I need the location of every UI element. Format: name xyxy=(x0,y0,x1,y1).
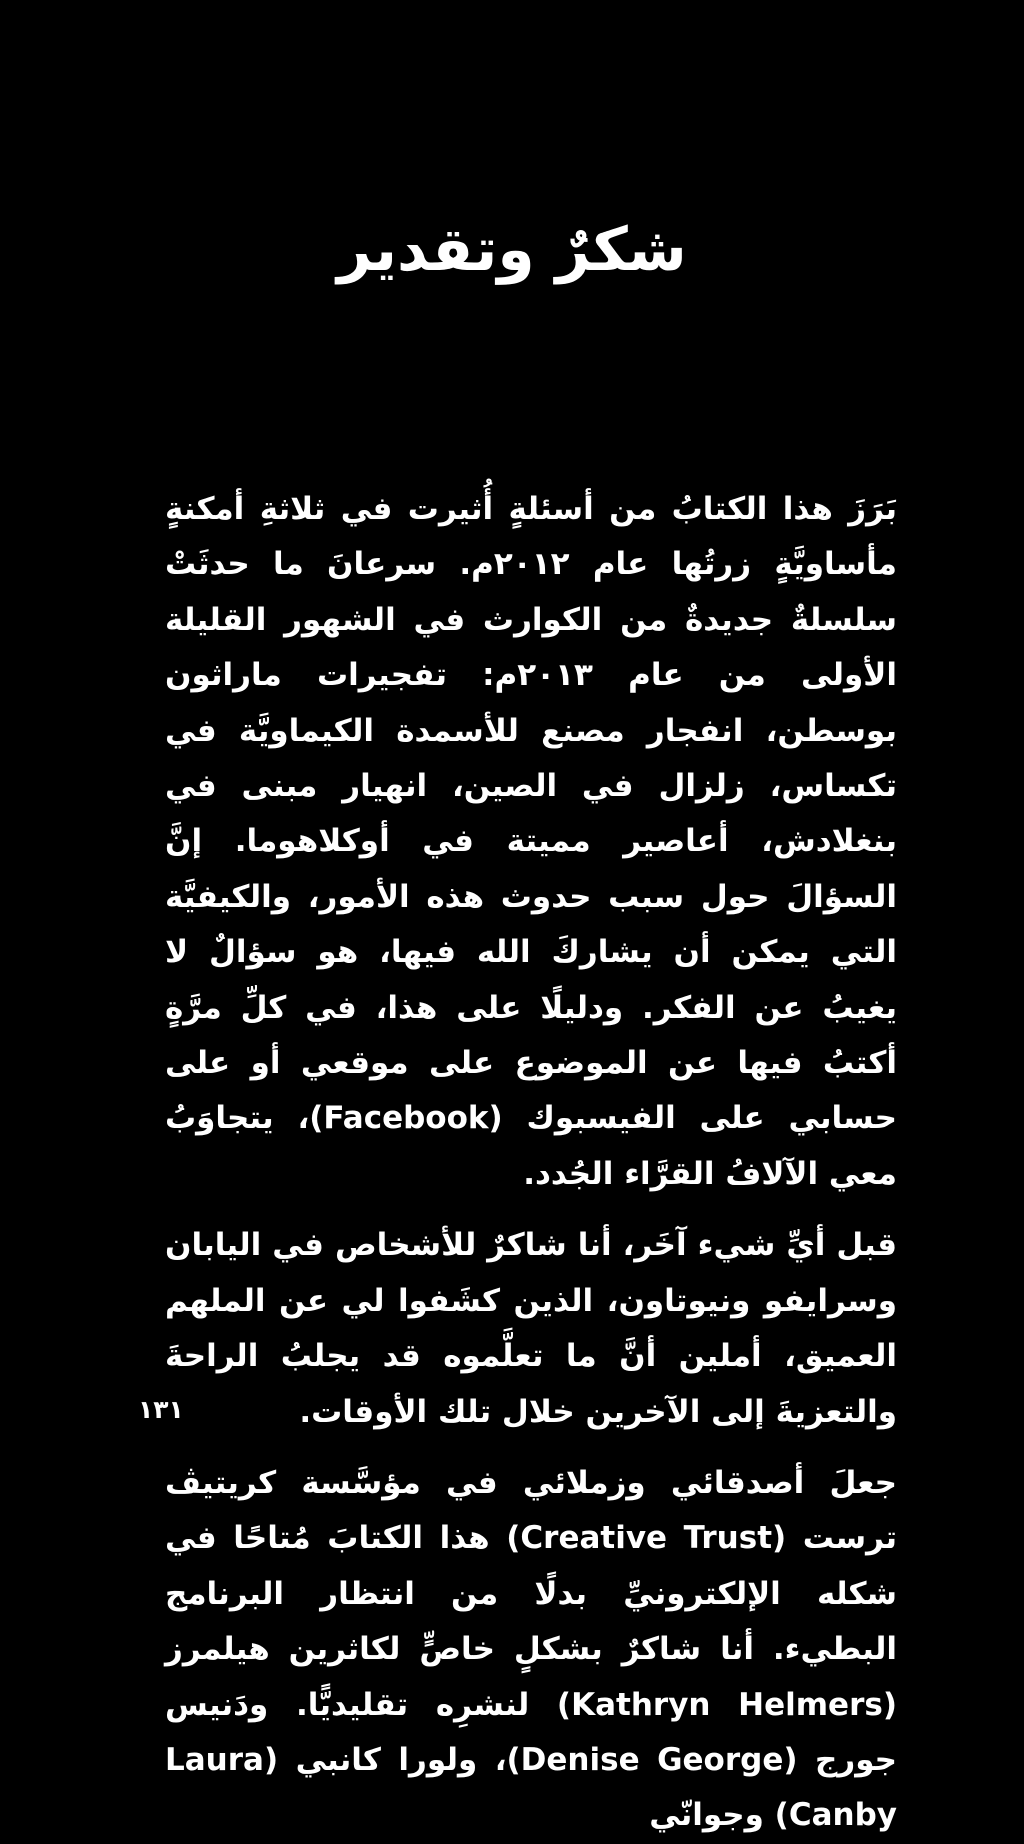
paragraph: بَرَزَ هذا الكتابُ من أسئلةٍ أُثيرت في ثلاثةِ أمكنةٍ مأساويَّةٍ زرتُها عام ٢٠١٢م. سرعانَ ما حدثَتْ سلسلةٌ جديدةٌ من الكوارث في الشهور القليلة الأولى من عام ٢٠١٣م: تفجيرات ماراثون بوسطن، انفجار مصنع للأسمدة الكيماويَّة في تكساس، زلزال في الصين، انهيار مبنى في بنغلادش، أعاصير مميتة في أوكلاهوما. إنَّ السؤالَ حول سبب حدوث هذه الأمور، والكيفيَّة التي يمكن أن يشاركَ الله فيها، هو سؤالٌ لا يغيبُ عن الفكر. ودليلًا على هذا، في كلِّ مرَّةٍ أكتبُ فيها عن الموضوع على موقعي أو على حسابي على الفيسبوك (Facebook)، يتجاوَبُ معي الآلافُ القرَّاء الجُدد. xyxy=(165,491,897,1192)
body-text xyxy=(165,482,897,1844)
page-number: ١٣١ xyxy=(138,1395,184,1424)
paragraph: قبل أيِّ شيء آخَر، أنا شاكرٌ للأشخاص في اليابان وسرايفو ونيوتاون، الذين كشَفوا لي عن الملهم العميق، أملين أنَّ ما تعلَّموه قد يجلبُ الراحةَ والتعزيةَ إلى الآخرين خلال تلك الأوقات. xyxy=(165,1227,897,1430)
page-title: شكرٌ وتقدير xyxy=(337,215,687,285)
paragraph: جعلَ أصدقائي وزملائي في مؤسَّسة كريتيڤ ترست (Creative Trust) هذا الكتابَ مُتاحًا في شكله الإلكترونيِّ بدلًا من انتظار البرنامج البطيء. أنا شاكرٌ بشكلٍ خاصٍّ لكاثرين هيلمرز (Kathryn Helmers) لنشرِه تقليديًّا. ودَنيس جورج (Denise George)، ولورا كانبي (Laura Canby) وجوانّي xyxy=(165,1464,897,1834)
